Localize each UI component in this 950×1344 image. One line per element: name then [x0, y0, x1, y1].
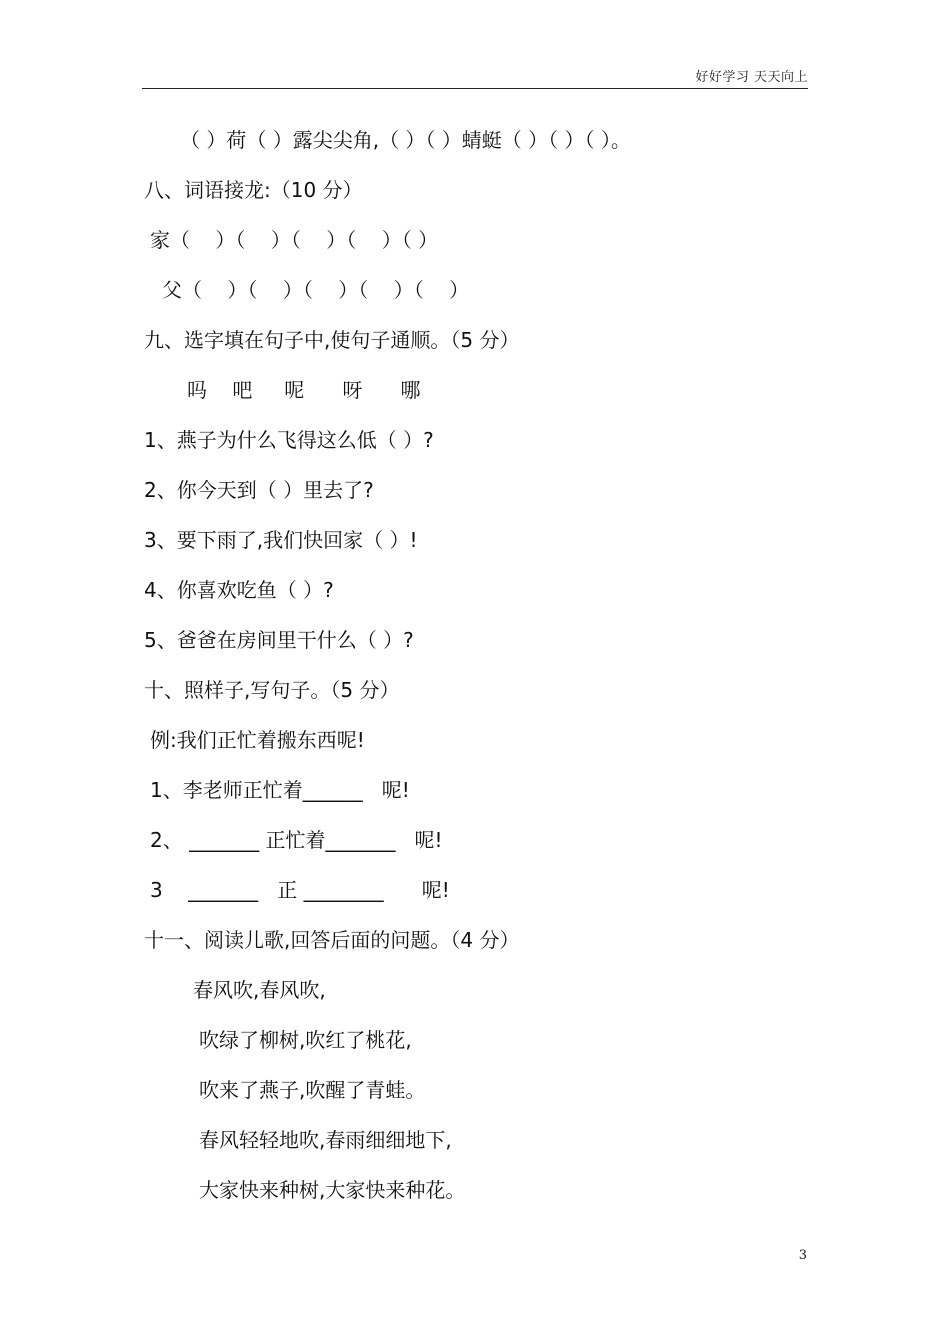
page-number: 3	[798, 1248, 807, 1263]
poem-line-1: 春风吹,春风吹,	[193, 978, 326, 1002]
header-text: 好好学习 天天向上	[695, 70, 808, 85]
section-8-heading: 八、词语接龙:（10 分）	[144, 178, 363, 202]
section-9-heading: 九、选字填在句子中,使句子通顺。（5 分）	[144, 328, 520, 352]
sentence-item-4: 4、你喜欢吃鱼（ ）?	[144, 578, 334, 602]
sentence-item-1: 1、燕子为什么飞得这么低（ ）?	[144, 428, 434, 452]
sentence-item-2: 2、你今天到（ ）里去了?	[144, 478, 374, 502]
sentence-item-5: 5、爸爸在房间里干什么（ ）?	[144, 628, 414, 652]
word-choices: 吗 吧 呢 呀 哪	[187, 378, 421, 402]
section-11-heading: 十一、阅读儿歌,回答后面的问题。（4 分）	[144, 928, 520, 952]
word-chain-row-1: 家（ ）（ ）（ ）（ ）（ ）	[150, 228, 439, 252]
section-10-heading: 十、照样子,写句子。（5 分）	[144, 678, 400, 702]
example-sentence: 例:我们正忙着搬东西呢!	[150, 728, 365, 752]
q7-continuation-line: （ ）荷（ ）露尖尖角,（ ）（ ）蜻蜓（ ）（ ）（ ）。	[180, 128, 631, 152]
imitation-item-3: 3 _______ 正 ________ 呢!	[150, 878, 450, 902]
poem-line-3: 吹来了燕子,吹醒了青蛙。	[199, 1078, 426, 1102]
imitation-item-1: 1、李老师正忙着______ 呢!	[150, 778, 410, 802]
poem-line-4: 春风轻轻地吹,春雨细细地下,	[199, 1128, 452, 1152]
word-chain-row-2: 父（ ）（ ）（ ）（ ）（ ）	[162, 278, 470, 302]
sentence-item-3: 3、要下雨了,我们快回家（ ）!	[144, 528, 418, 552]
imitation-item-2: 2、 _______ 正忙着_______ 呢!	[150, 828, 443, 852]
header-rule	[142, 88, 808, 89]
poem-line-5: 大家快来种树,大家快来种花。	[199, 1178, 466, 1202]
poem-line-2: 吹绿了柳树,吹红了桃花,	[199, 1028, 412, 1052]
